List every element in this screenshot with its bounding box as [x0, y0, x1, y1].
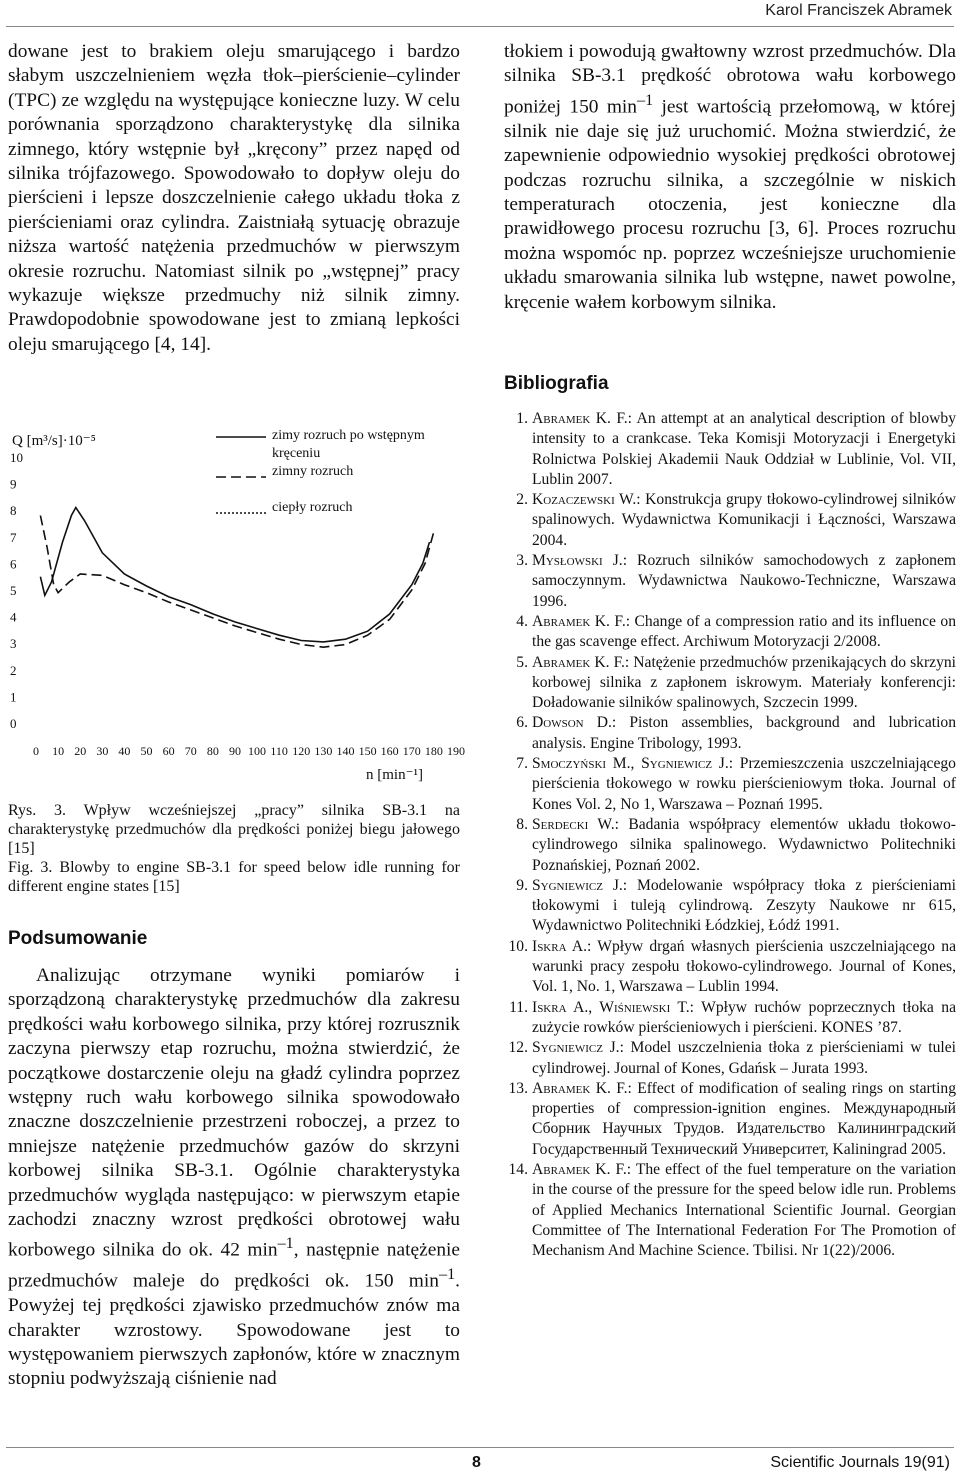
summary-body: [8, 964, 460, 1392]
bibliography-item: [504, 998, 956, 1039]
header-rule: [6, 26, 954, 27]
bibliography-item: [504, 713, 956, 754]
chart-x-tick-label: 170: [402, 744, 421, 758]
chart-series-line: [40, 516, 434, 648]
chart-x-tick-label: 40: [118, 744, 131, 758]
chart-legend: [216, 427, 472, 527]
chart-x-tick-label: 0: [33, 744, 39, 758]
right-text-a: tłokiem i powodują gwałtowny wzrost przedmuchów. Dla silnika SB-3.1 prędkość obrotowa wału korbowego poniżej 150 min: [504, 41, 956, 118]
right-sup: –1: [637, 91, 654, 109]
bibliography-text: : Piston assemblies, background and lubrication analysis. Engine Tribology, 1993.: [532, 714, 957, 752]
bibliography-item: [504, 490, 956, 551]
journal-name: Scientific Journals 19(91): [770, 1454, 950, 1471]
summary-text-c: . Powyżej tej prędkości zjawisko przedmuchów znów ma charakter wzrostowy. Spowodowane jest to występowaniem pierwszych zapłonów, które w znacznym stopniu podwyższają ciśnienie nad: [8, 1270, 460, 1390]
chart-y-tick-label: 5: [10, 583, 17, 598]
chart-x-tick-label: 60: [162, 744, 175, 758]
right-text-b: jest wartością przełomową, w której silnik nie daje się już uruchomić. Można stwierdzić, że zapewnienie odpowiednio wysokiej prędkości obrotowej podczas rozruchu silnika, a szczególnie w niskich temperaturach otoczenia, jest konieczne dla prawidłowego procesu rozruchu [3, 6]. Proces rozruchu można wspomóc np. poprzez wcześniejsze uruchomienie układu smarowania silnika lub wstępne, nawet powolne, kręcenie wałem korbowym silnika.: [504, 96, 956, 313]
bibliography-author: Abramek K. F.: [532, 1160, 627, 1178]
bibliography-text: : The effect of the fuel temperature on the variation in the course of the pressure for the speed below idle run. Problems of Applied Mechanics International Scientific Journal. Georgian Committee of The International Federation For The Promotion of Mechanism And Machine Science. Tbilisi. Nr 1(22)/2006.: [532, 1160, 957, 1260]
chart-x-tick-label: 100: [248, 744, 267, 758]
bibliography-item: [504, 937, 956, 998]
bibliography-number: 4.: [516, 612, 528, 630]
bibliography-text: : Konstrukcja grupy tłokowo-cylindrowej silników spalinowych. Wydawnictwa Komunikacji i Łączności, Warszawa 2004.: [532, 491, 956, 549]
bibliography-author: Smoczyński M., Sygniewicz J.: [532, 755, 729, 773]
summary-text-b: , następnie natężenie przedmuchów maleje do prędkości ok. 150 min: [8, 1239, 461, 1292]
bibliography-author: Abramek K. F.: [532, 612, 626, 630]
chart-y-tick-label: 7: [10, 529, 17, 545]
bibliography-text: : An attempt at an analytical description of blowby intensity to a crankcase. Teka Komisji Motoryzacji i Energetyki Rolnictwa Polskiej Akademii Nauk Oddział w Lublinie, Vol. VII, Lublin 2007.: [532, 410, 956, 488]
chart-ylabel: [12, 433, 96, 449]
chart-x-tick-label: 130: [314, 744, 333, 758]
bibliography-number: 10.: [508, 937, 528, 955]
bibliography-item: [504, 1079, 956, 1160]
summary-section: [8, 928, 460, 950]
page-number: 8: [472, 1454, 481, 1471]
chart-xlabel: [366, 767, 423, 783]
summary-sup-1: –1: [277, 1235, 294, 1253]
bibliography-number: 14.: [508, 1160, 528, 1178]
chart-y-ticks: [10, 450, 23, 731]
bibliography-number: 6.: [516, 714, 528, 732]
chart-y-tick-label: 6: [10, 556, 17, 572]
bibliography-text: : Przemieszczenia uszczelniającego pierścienia tłokowego w rowku pierścieniowym tłoka. Journal of Kones Vol. 2, No 1, Warszawa – Poznań 1995.: [532, 755, 956, 813]
chart-x-tick-label: 80: [206, 744, 219, 758]
bibliography-author: Mysłowski J.: [532, 552, 623, 570]
chart-x-tick-label: 10: [52, 744, 65, 758]
footer-rule: [6, 1447, 954, 1448]
chart-y-tick-label: 9: [10, 476, 17, 492]
chart-x-tick-label: 30: [96, 744, 109, 758]
summary-sup-2: –1: [438, 1266, 456, 1284]
chart-x-tick-label: 160: [380, 744, 399, 758]
bibliography-author: Abramek K. F.: [532, 410, 628, 427]
legend-labels: [272, 427, 472, 527]
bibliography-author: Sygniewicz J.: [532, 876, 623, 894]
bibliography-text: : Modelowanie współpracy tłoka z pierścieniami tłokowymi i tuleją cylindrową. Zeszyty Naukowe nr 615, Wydawnictwo Politechniki Łódzkiej, Łódź 1991.: [532, 876, 956, 935]
bibliography-text: : Natężenie przedmuchów przenikających do skrzyni korbowej silnika z zapłonem iskrowym. Materiały konferencji: Doładowanie silników spalinowych, Szczecin 1999.: [532, 653, 956, 712]
caption-polish: Rys. 3. Wpływ wcześniejszej „pracy” silnika SB-3.1 na charakterystykę przedmuchów dla prędkości poniżej biegu jałowego [15]: [8, 802, 460, 857]
bibliography-item: [504, 409, 956, 490]
bibliography-text: : Badania współpracy elementów układu tłokowo-cylindrowego silnika spalinowego. Wydawnictwo Politechniki Poznańskiej, Poznań 2002.: [532, 815, 956, 874]
chart-x-tick-label: 50: [140, 744, 153, 758]
chart-x-tick-label: 70: [184, 744, 197, 758]
bibliography-item: [504, 1160, 956, 1261]
left-paragraph-1: dowane jest to brakiem oleju smarującego i bardzo słabym uszczelnieniem węzła tłok–pierścienie–cylinder (TPC) ze względu na występujące konieczne luzy. W celu porównania sporządzono charakterystykę dla silnika zimnego, który wstępnie był „kręcony” przez napęd od silnika trójfazowego. Spowodowało to dopływ oleju do pierścieni i lepsze doszczelnienie całego układu tłoka z pierścieniami oraz cylindra. Zaistniałą sytuację obrazuje niższa wartość natężenia przedmuchów w pierwszym okresie rozruchu. Natomiast silnik po „wstępnej” pracy wykazuje większe przedmuchy niż silnik zimny. Prawdopodobnie spowodowane jest to zmianą lepkości oleju smarującego [4, 14].: [8, 41, 460, 355]
bibliography-number: 9.: [516, 876, 528, 894]
bibliography-number: 7.: [516, 755, 528, 773]
bibliography-author: Iskra A., Wiśniewski T.: [532, 998, 690, 1016]
legend-entry: zimy rozruch po wstępnym kręceniu: [272, 428, 425, 461]
chart-x-tick-label: 110: [270, 744, 288, 758]
chart-x-tick-label: 190: [447, 744, 465, 758]
bibliography-item: [504, 815, 956, 876]
summary-text-a: Analizując otrzymane wyniki pomiarów i sporządzoną charakterystykę przedmuchów dla zakresu prędkości wału korbowego silnika, przy której rozrusznik zaczyna pierwszy etap rozruchu, można stwierdzić, że początkowe dostarczenie oleju na gładź cylindra poprzez wstępny ruch wału korbowego silnika spowodowało znaczne doszczelnienie przestrzeni roboczej, a przez to mniejsze natężenie przedmuchów gazów do skrzyni korbowej silnika SB-3.1. Ogólnie charakterystyka przedmuchów wygląda następująco: w pierwszym etapie zachodzi znaczny wzrost prędkości obrotowej wału korbowego silnika do ok. 42 min: [8, 965, 460, 1261]
bibliography-item: [504, 754, 956, 815]
left-column: [8, 40, 460, 357]
blowby-chart: [0, 425, 480, 795]
bibliography-item: [504, 876, 956, 937]
bibliography-text: : Wpływ ruchów poprzecznych tłoka na zużycie rowków pierścieniowych i pierścieni. KONES ’87.: [532, 998, 956, 1036]
chart-x-tick-label: 20: [74, 744, 87, 758]
bibliography-number: 1.: [516, 410, 528, 427]
bibliography-item: [504, 612, 956, 653]
bibliography-text: : Rozruch silników samochodowych z zapłonem samoczynnym. Wydawnictwa Naukowo-Techniczne, Warszawa 1996.: [532, 552, 956, 610]
bibliography-number: 2.: [516, 491, 528, 509]
summary-heading: Podsumowanie: [8, 928, 148, 949]
bibliography-section: [504, 373, 956, 395]
bibliography-list: [504, 409, 956, 1261]
bibliography-heading: Bibliografia: [504, 373, 609, 394]
right-column: [504, 40, 956, 315]
running-header: Karol Franciszek Abramek: [765, 2, 952, 19]
bibliography-number: 8.: [516, 815, 528, 833]
bibliography-number: 12.: [508, 1039, 528, 1057]
bibliography-author: Iskra A.: [532, 937, 588, 955]
chart-x-tick-label: 90: [228, 744, 241, 758]
chart-ylabel-text: Q [m³/s]·10⁻⁵: [12, 433, 96, 449]
caption-english: Fig. 3. Blowby to engine SB-3.1 for speed below idle running for different engine states [15]: [8, 859, 460, 895]
right-paragraph-1: [504, 40, 956, 315]
bibliography-text: : Wpływ drgań własnych pierścienia uszczelniającego na warunki pracy zespołu tłokowo-cylindrowego. Journal of Kones, Vol. 1, No. 1, Warszawa – Lublin 1994.: [532, 937, 956, 996]
chart-y-tick-label: 4: [10, 609, 17, 625]
chart-y-tick-label: 10: [10, 450, 23, 465]
chart-y-tick-label: 2: [10, 662, 17, 678]
chart-y-tick-label: 3: [10, 636, 17, 652]
bibliography-number: 11.: [509, 998, 528, 1016]
bibliography-item: [504, 551, 956, 612]
legend-entry: ciepły rozruch: [272, 500, 353, 515]
chart-y-tick-label: 0: [10, 716, 17, 731]
bibliography-list-wrap: [504, 409, 956, 1261]
chart-series: [40, 508, 434, 648]
figure-caption: [8, 801, 460, 896]
chart-y-tick-label: 8: [10, 503, 17, 519]
bibliography-item: [504, 653, 956, 714]
bibliography-author: Abramek K. F.: [532, 1079, 628, 1097]
bibliography-text: : Model uszczelnienia tłoka z pierścieniami w tulei cylindrowej. Journal of Kones, Gdańsk – Jurata 1993.: [532, 1039, 956, 1077]
bibliography-number: 13.: [508, 1079, 528, 1097]
bibliography-author: Sygniewicz J.: [532, 1039, 620, 1057]
chart-x-ticks: [33, 744, 465, 758]
chart-xlabel-text: n [min⁻¹]: [366, 767, 423, 783]
bibliography-author: Abramek K. F.: [532, 653, 625, 671]
bibliography-author: Serdecki W.: [532, 815, 615, 833]
bibliography-text: : Effect of modification of sealing rings on starting properties of compression-ignition engines. Международный Сборник Научных Трудов. Издательство Калининградский Государственный Технический Университет, Kaliningrad 2005.: [532, 1079, 956, 1158]
bibliography-author: Dowson D.: [532, 714, 612, 732]
chart-x-tick-label: 140: [336, 744, 355, 758]
chart-x-tick-label: 180: [424, 744, 443, 758]
legend-entry: zimny rozruch: [272, 464, 354, 479]
chart-y-tick-label: 1: [10, 689, 17, 705]
bibliography-text: : Change of a compression ratio and its influence on the gas scavenge effect. Archiwum Motoryzacji 2/2008.: [532, 612, 956, 651]
chart-x-tick-label: 120: [292, 744, 311, 758]
bibliography-number: 5.: [516, 653, 528, 671]
summary-paragraph: [8, 964, 460, 1392]
bibliography-item: [504, 1038, 956, 1079]
bibliography-author: Kozaczewski W.: [532, 491, 637, 509]
chart-x-tick-label: 150: [358, 744, 377, 758]
bibliography-number: 3.: [516, 552, 528, 570]
